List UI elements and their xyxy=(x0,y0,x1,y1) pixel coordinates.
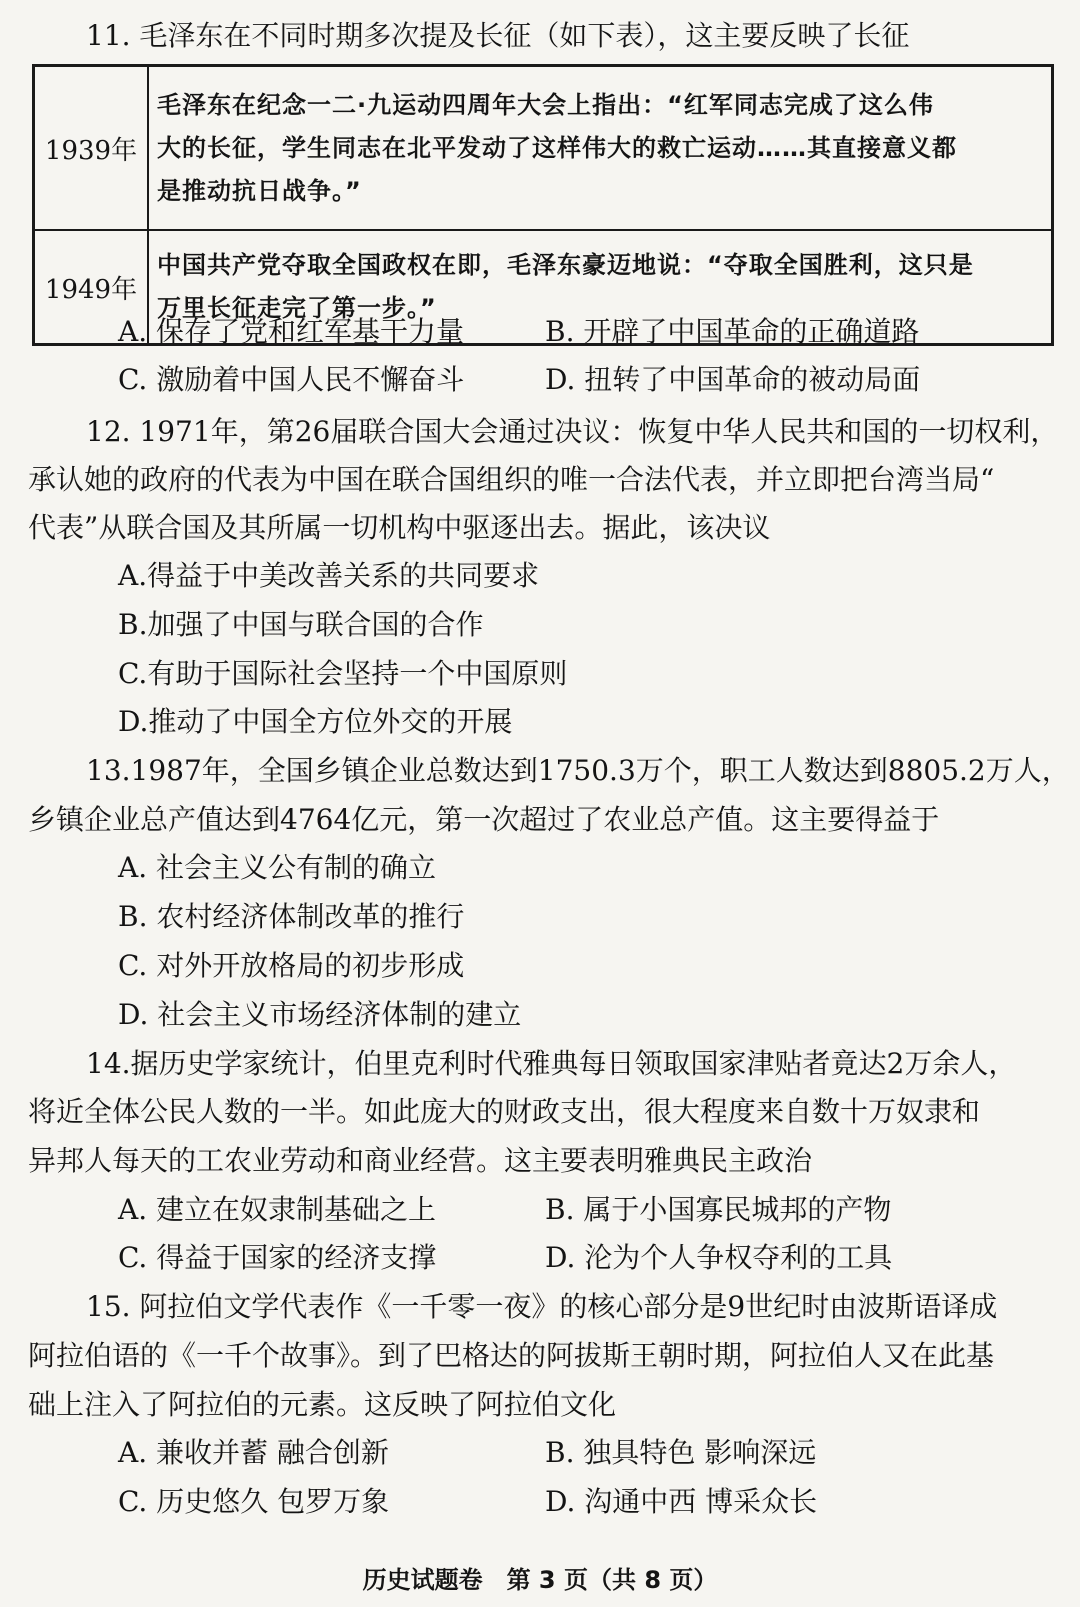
q13-option-b: B. 农村经济体制改革的推行 xyxy=(118,900,465,933)
q15-option-a: A. 兼收并蓄 融合创新 xyxy=(118,1436,389,1469)
q14-option-d: D. 沦为个人争权夺利的工具 xyxy=(545,1241,893,1274)
q12-option-d: D.推动了中国全方位外交的开展 xyxy=(118,705,513,738)
q12-stem-line2: 承认她的政府的代表为中国在联合国组织的唯一合法代表，并立即把台湾当局“ xyxy=(28,463,995,496)
q11-option-b: B. 开辟了中国革命的正确道路 xyxy=(545,315,920,348)
q11-desc-1949-line1: 中国共产党夺取全国政权在即，毛泽东豪迈地说：“夺取全国胜利，这只是 xyxy=(157,251,974,279)
q11-desc-1939-line1: 毛泽东在纪念一二·九运动四周年大会上指出：“红军同志完成了这么伟 xyxy=(157,90,934,119)
q15-stem-line3: 础上注入了阿拉伯的元素。这反映了阿拉伯文化 xyxy=(28,1388,617,1421)
q15-stem-line1: 15. 阿拉伯文学代表作《一千零一夜》的核心部分是9世纪时由波斯语译成 xyxy=(86,1290,998,1323)
q12-option-b: B.加强了中国与联合国的合作 xyxy=(118,608,484,641)
q13-option-d: D. 社会主义市场经济体制的建立 xyxy=(118,998,522,1031)
q14-option-b: B. 属于小国寡民城邦的产物 xyxy=(545,1193,892,1226)
q12-stem-line3: 代表”从联合国及其所属一切机构中驱逐出去。据此，该决议 xyxy=(28,511,771,544)
q13-stem-line1: 13.1987年，全国乡镇企业总数达到1750.3万个，职工人数达到8805.2万人， xyxy=(86,754,1070,787)
q14-stem-line2: 将近全体公民人数的一半。如此庞大的财政支出，很大程度来自数十万奴隶和 xyxy=(28,1095,981,1128)
q14-option-a: A. 建立在奴隶制基础之上 xyxy=(118,1193,437,1226)
q12-option-c: C.有助于国际社会坚持一个中国原则 xyxy=(118,657,568,690)
q14-stem-line3: 异邦人每天的工农业劳动和商业经营。这主要表明雅典民主政治 xyxy=(28,1144,813,1177)
q11-desc-1949-line2: 万里长征走完了第一步。” xyxy=(157,294,437,322)
q14-stem-line1: 14.据历史学家统计，伯里克利时代雅典每日领取国家津贴者竟达2万余人， xyxy=(86,1047,1017,1080)
q11-desc-1939-line3: 是推动抗日战争。” xyxy=(157,176,362,205)
q11-desc-1939-line2: 大的长征，学生同志在北平发动了这样伟大的救亡运动……其直接意义都 xyxy=(157,133,957,162)
q13-stem-line2: 乡镇企业总产值达到4764亿元，第一次超过了农业总产值。这主要得益于 xyxy=(28,803,940,836)
q13-option-a: A. 社会主义公有制的确立 xyxy=(118,851,437,884)
q13-option-c: C. 对外开放格局的初步形成 xyxy=(118,949,465,982)
table-row xyxy=(34,66,1053,231)
q12-option-a: A.得益于中美改善关系的共同要求 xyxy=(118,559,540,592)
q14-option-c: C. 得益于国家的经济支撑 xyxy=(118,1241,437,1274)
q11-year-1939: 1939年 xyxy=(34,66,149,231)
q11-stem: 11. 毛泽东在不同时期多次提及长征（如下表），这主要反映了长征 xyxy=(86,19,910,52)
q11-year-1949: 1949年 xyxy=(34,230,149,345)
q15-option-d: D. 沟通中西 博采众长 xyxy=(545,1485,818,1518)
q11-desc-1939 xyxy=(148,66,1053,231)
q15-option-b: B. 独具特色 影响深远 xyxy=(545,1436,817,1469)
q15-option-c: C. 历史悠久 包罗万象 xyxy=(118,1485,390,1518)
q11-table xyxy=(32,64,1054,346)
q11-option-a: A. 保存了党和红军基干力量 xyxy=(118,315,465,348)
q11-option-c: C. 激励着中国人民不懈奋斗 xyxy=(118,363,465,396)
page-footer: 历史试题卷 第 3 页（共 8 页） xyxy=(362,1566,718,1594)
q11-option-d: D. 扭转了中国革命的被动局面 xyxy=(545,363,921,396)
q15-stem-line2: 阿拉伯语的《一千个故事》。到了巴格达的阿拔斯王朝时期，阿拉伯人又在此基 xyxy=(28,1339,995,1372)
q12-stem-line1: 12. 1971年，第26届联合国大会通过决议：恢复中华人民共和国的一切权利， xyxy=(86,415,1059,448)
